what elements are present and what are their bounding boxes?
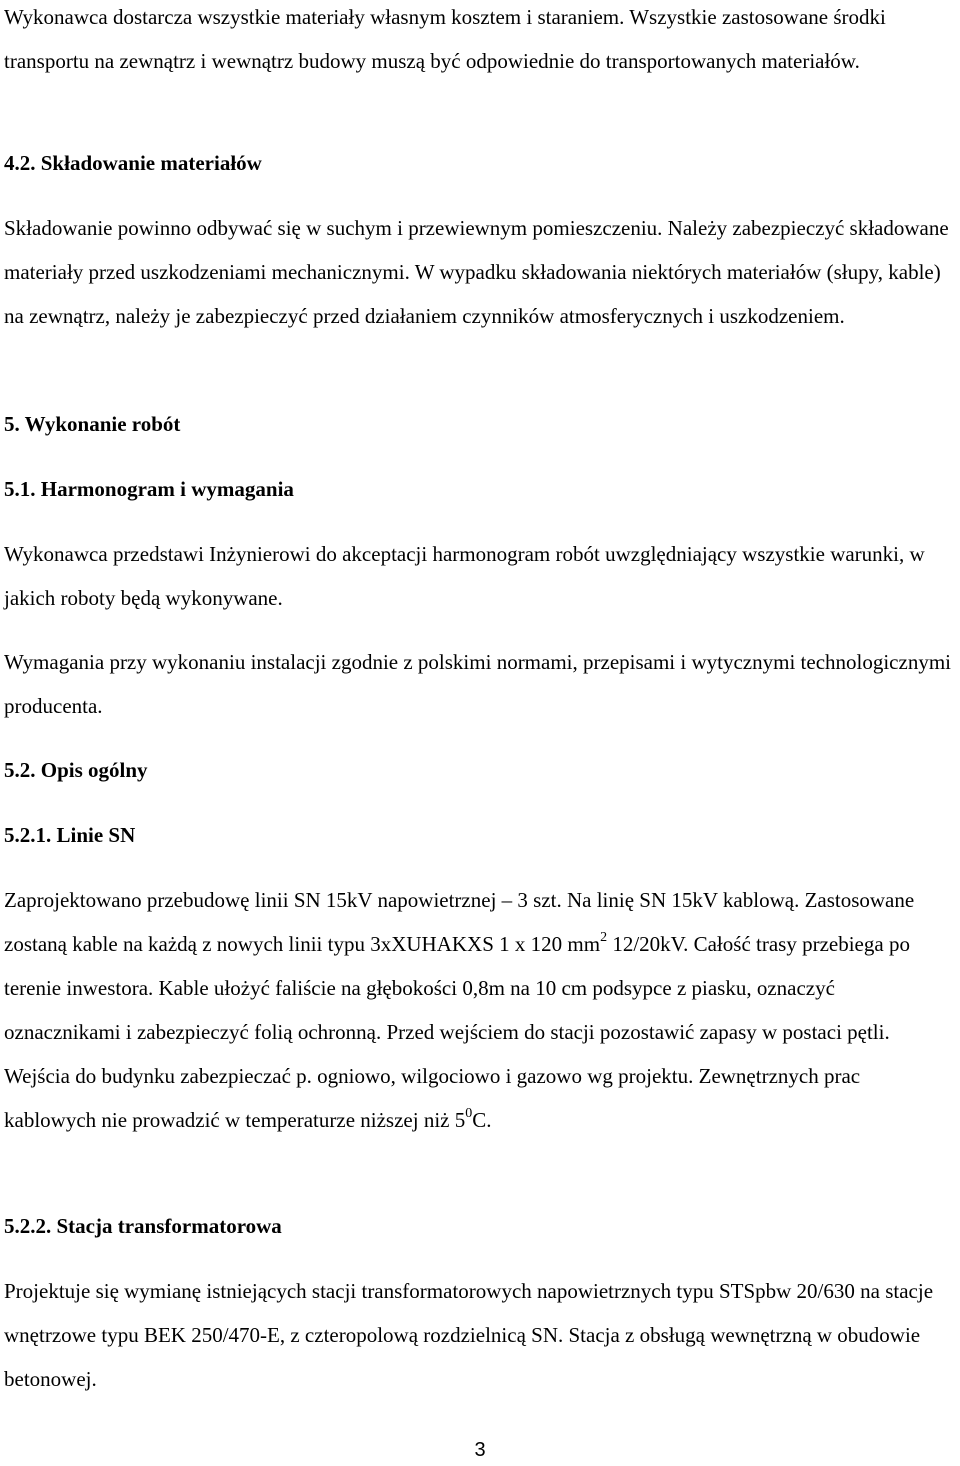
- section-heading-5-1: 5.1. Harmonogram i wymagania: [4, 477, 294, 501]
- section-heading-5: 5. Wykonanie robót: [4, 412, 181, 436]
- section-heading-4-2: 4.2. Składowanie materiałów: [4, 151, 262, 175]
- section-heading-5-2-2: 5.2.2. Stacja transformatorowa: [4, 1214, 282, 1238]
- section-5-2-1-paragraph: [4, 878, 956, 1142]
- page-number: 3: [474, 1439, 486, 1461]
- section-heading-5-2-1: 5.2.1. Linie SN: [4, 823, 136, 847]
- superscript-squared: 2: [600, 930, 608, 946]
- section-4-2-paragraph: Składowanie powinno odbywać się w suchym i przewiewnym pomieszczeniu. Należy zabezpieczyć składowane materiały przed uszkodzeniami mechanicznymi. W wypadku składowania niektórych materiałów (słupy, kable) na zewnątrz, należy je zabezpieczyć przed działaniem czynników atmosferycznych i uszkodzeniem.: [4, 216, 949, 328]
- section-5-2-1-text-a: Zaprojektowano przebudowę linii SN 15kV napowietrznej – 3 szt. Na linię SN 15kV kablową. Zastosowane zostaną kable na każdą z nowych linii typu 3xXUHAKXS 1 x 120 mm: [4, 888, 915, 956]
- section-5-2-2-paragraph: Projektuje się wymianę istniejących stacji transformatorowych napowietrznych typu STSpbw 20/630 na stacje wnętrzowe typu BEK 250/470-E, z czteropolową rozdzielnicą SN. Stacja z obsługą wewnętrzną w obudowie betonowej.: [4, 1279, 934, 1391]
- section-5-2-1-text-c: C.: [472, 1108, 492, 1132]
- section-5-1-paragraph-2: Wymagania przy wykonaniu instalacji zgodnie z polskimi normami, przepisami i wytycznymi technologicznymi producenta.: [4, 650, 951, 718]
- section-heading-5-2: 5.2. Opis ogólny: [4, 758, 148, 782]
- section-5-1-paragraph-1: Wykonawca przedstawi Inżynierowi do akceptacji harmonogram robót uwzględniający wszystkie warunki, w jakich roboty będą wykonywane.: [4, 542, 925, 610]
- intro-paragraph: Wykonawca dostarcza wszystkie materiały własnym kosztem i staraniem. Wszystkie zastosowane środki transportu na zewnątrz i wewnątrz budowy muszą być odpowiednie do transportowanych materiałów.: [4, 5, 886, 73]
- section-5-2-1-text-b: 12/20kV. Całość trasy przebiega po terenie inwestora. Kable ułożyć faliście na głębokości 0,8m na 10 cm podsypce z piasku, oznaczyć oznacznikami i zabezpieczyć folią ochronną. Przed wejściem do stacji pozostawić zapasy w postaci pętli. Wejścia do budynku zabezpieczać p. ogniowo, wilgociowo i gazowo wg projektu. Zewnętrznych prac kablowych nie prowadzić w temperaturze niższej niż 5: [4, 932, 910, 1132]
- superscript-degree: 0: [465, 1106, 473, 1122]
